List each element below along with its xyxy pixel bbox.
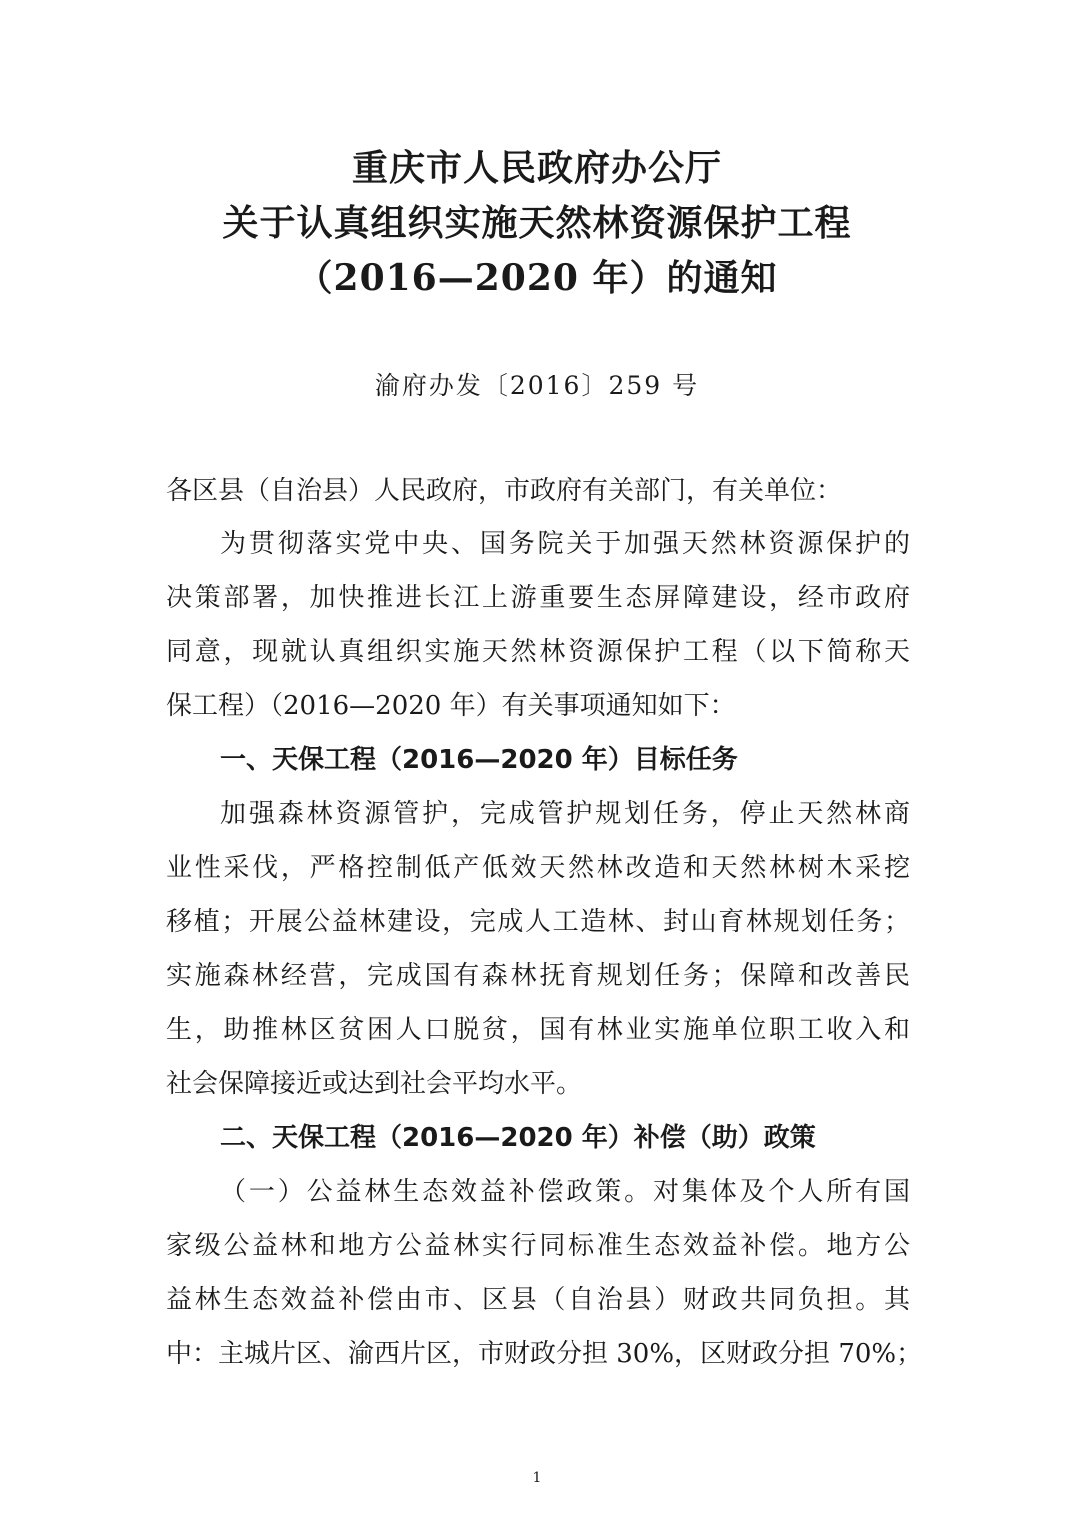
intro-line: 保工程）（2016—2020 年）有关事项通知如下： <box>166 691 736 721</box>
section-1-heading: 一、天保工程（2016—2020 年）目标任务 <box>220 745 738 775</box>
section-2-line: 家级公益林和地方公益林实行同标准生态效益补偿。地方公 <box>166 1231 910 1261</box>
section-1-line: 生，助推林区贫困人口脱贫，国有林业实施单位职工收入和 <box>166 1015 910 1045</box>
title-line-1: 重庆市人民政府办公厅 <box>351 147 722 189</box>
section-1-line: 社会保障接近或达到社会平均水平。 <box>166 1069 583 1099</box>
document-number: 渝府办发〔2016〕259 号 <box>374 371 700 400</box>
intro-line: 决策部署，加快推进长江上游重要生态屏障建设，经市政府 <box>166 583 910 613</box>
section-2-heading: 二、天保工程（2016—2020 年）补偿（助）政策 <box>220 1123 816 1153</box>
intro-line: 同意，现就认真组织实施天然林资源保护工程（以下简称天 <box>166 637 910 667</box>
section-2-line: 益林生态效益补偿由市、区县（自治县）财政共同负担。其 <box>166 1285 910 1315</box>
section-1-line: 加强森林资源管护，完成管护规划任务，停止天然林商 <box>220 799 910 829</box>
section-1-line: 业性采伐，严格控制低产低效天然林改造和天然林树木采挖 <box>166 853 910 883</box>
page-number: 1 <box>532 1470 542 1486</box>
section-1-line: 实施森林经营，完成国有森林抚育规划任务；保障和改善民 <box>166 961 910 991</box>
section-1-line: 移植；开展公益林建设，完成人工造林、封山育林规划任务； <box>166 907 910 937</box>
title-line-3: （2016—2020 年）的通知 <box>296 257 778 299</box>
title-line-2: 关于认真组织实施天然林资源保护工程 <box>222 202 852 244</box>
section-2-line: 中：主城片区、渝西片区，市财政分担 30%，区财政分担 70%； <box>166 1339 923 1369</box>
addressee: 各区县（自治县）人民政府，市政府有关部门，有关单位： <box>166 476 843 506</box>
intro-line: 为贯彻落实党中央、国务院关于加强天然林资源保护的 <box>220 529 910 559</box>
section-2-line: （一）公益林生态效益补偿政策。对集体及个人所有国 <box>220 1177 910 1207</box>
